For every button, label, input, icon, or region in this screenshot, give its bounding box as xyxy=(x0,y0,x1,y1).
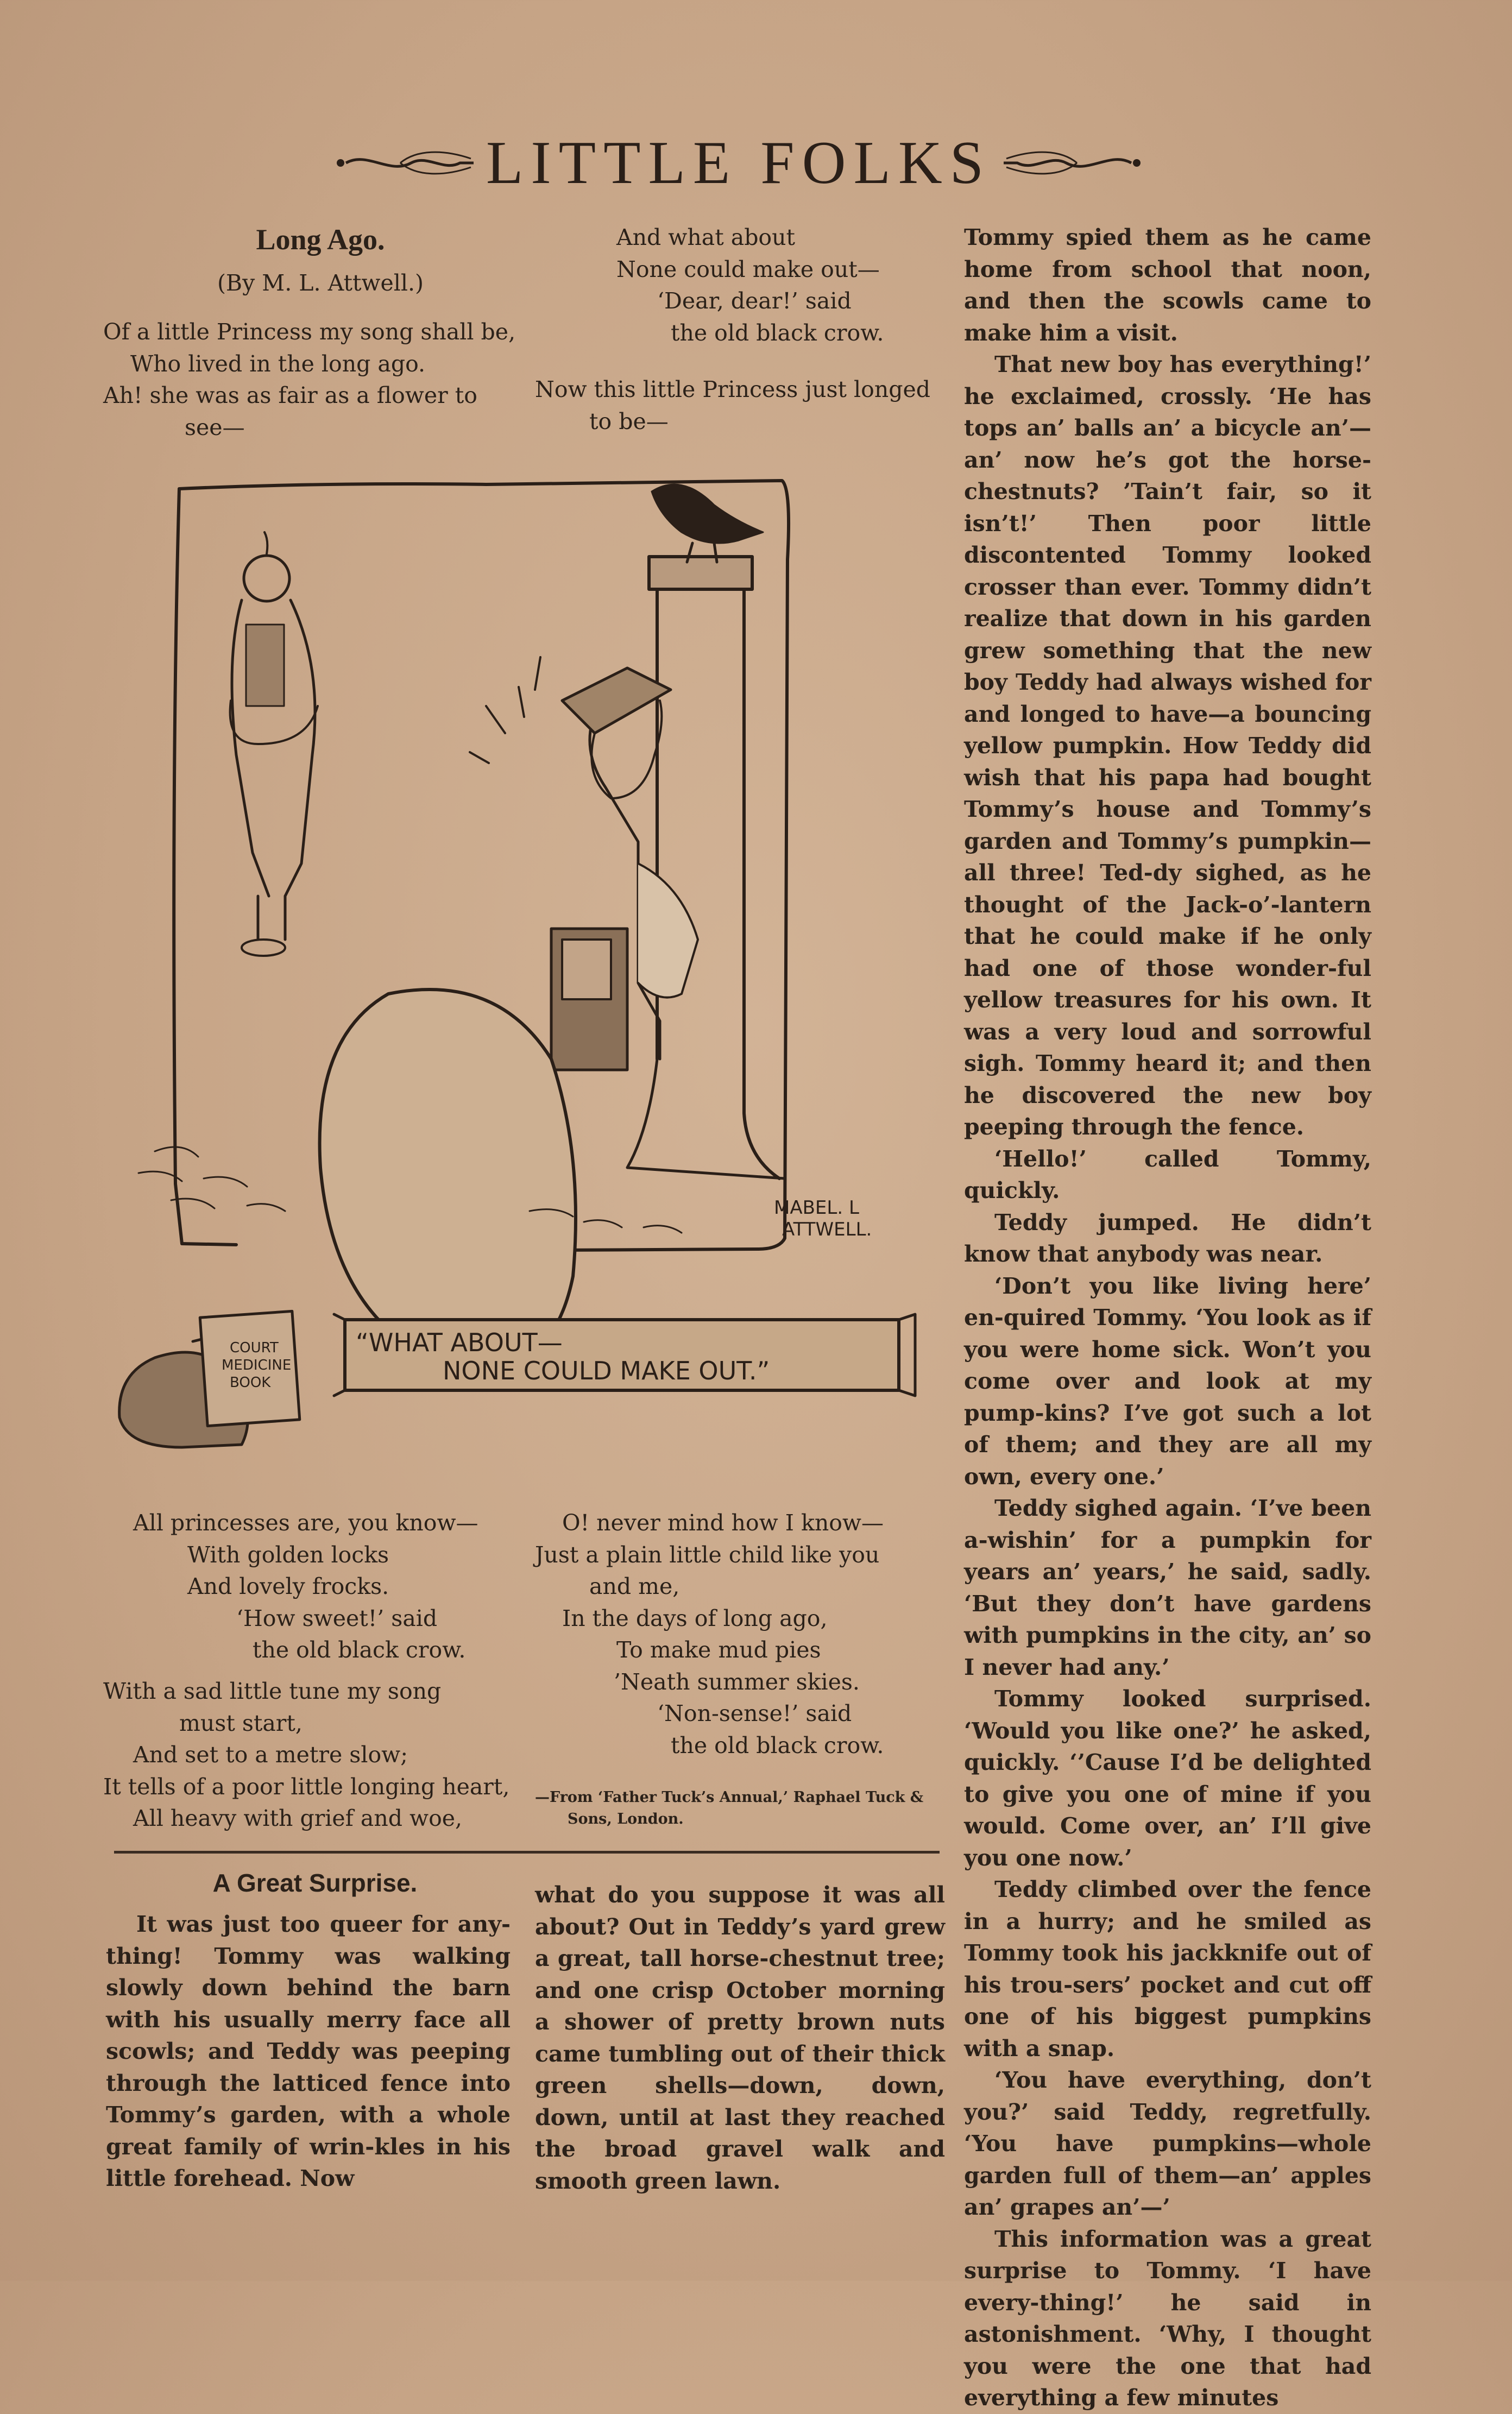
poem-stanza-right-top xyxy=(535,222,948,349)
story-paragraph: This information was a great surprise to Tommy. ‘I have every-thing!’ he said in astonishment. ‘Why, I thought you were the one that had everything a few minutes xyxy=(964,2226,1371,2411)
verse-line: In the days of long ago, xyxy=(562,1605,828,1631)
story-paragraph: That new boy has everything!’ he exclaimed, crossly. ‘He has tops an’ balls an’ a bicycle an’—an’ now he’s got the horse-chestnuts? ’Tain’t fair, so it isn’t!’ Then poor little discontented Tommy looked crosser than ever. Tommy didn’t realize that down in his garden grew something that the new boy Teddy had always wished for and longed to have—a bouncing yellow pumpkin. How Teddy did wish that his papa had bought Tommy’s house and Tommy’s garden and Tommy’s pumpkin—all three! Ted-dy sighed, as he thought of the Jack-o’-lantern that he could make if he only had one of those wonder-ful yellow treasures for his own. It was a very loud and sorrowful sigh. Tommy heard it; and then he discovered the new boy peeping through the fence. xyxy=(964,351,1371,1140)
verse-line: All heavy with grief and woe, xyxy=(133,1805,463,1831)
verse-line: ‘Dear, dear!’ said xyxy=(657,288,852,314)
story-paragraph: Teddy sighed again. ‘I’ve been a-wishin’ for a pumpkin for years an’ years,’ he said, sadly. ‘But they don’t have gardens with pumpkins in the city, an’ so I never had any.’ xyxy=(964,1495,1371,1680)
verse-line: Who lived in the long ago. xyxy=(130,350,426,377)
verse-line: All princesses are, you know— xyxy=(133,1510,478,1536)
verse-line: ‘How sweet!’ said xyxy=(236,1605,438,1631)
poem-stanza-3 xyxy=(133,1507,524,1666)
verse-line: Of a little Princess my song shall be, xyxy=(103,319,516,345)
banner-line: NONE COULD MAKE OUT.” xyxy=(443,1356,770,1385)
story-title: A Great Surprise. xyxy=(212,1869,418,1897)
left-flourish-icon xyxy=(335,147,476,179)
banner-line: “WHAT ABOUT— xyxy=(356,1328,563,1357)
book-label-line: BOOK xyxy=(230,1375,271,1391)
signature-line: ATTWELL. xyxy=(782,1219,872,1240)
illustration xyxy=(106,451,945,1455)
story-paragraph: Teddy jumped. He didn’t know that anybody was near. xyxy=(964,1209,1371,1267)
verse-line: And what about xyxy=(616,224,796,250)
story-paragraph: what do you suppose it was all about? Out in Teddy’s yard grew a great, tall horse-chestnut tree; and one crisp October morning a shower of pretty brown nuts came tumbling out of their thick green shells—down, down, down, until at last they reached the broad gravel walk and smooth green lawn. xyxy=(535,1882,945,2194)
section-divider xyxy=(114,1851,940,1854)
verse-line: must start, xyxy=(179,1710,303,1736)
story-column-1 xyxy=(106,1908,511,2195)
poem-stanza-1 xyxy=(103,316,532,443)
story-paragraph: ‘Don’t you like living here’ en-quired Tommy. ‘You look as if you were home sick. Won’t you come over and look at my pump-kins? I’ve got such a lot of them; and they are all my own, every one.’ xyxy=(964,1272,1371,1490)
verse-line: With golden locks xyxy=(187,1541,389,1568)
masthead xyxy=(261,130,1217,196)
story-column-3 xyxy=(964,222,1371,2414)
page-title: LITTLE FOLKS xyxy=(486,129,992,197)
verse-line: ‘Non-sense!’ said xyxy=(657,1700,852,1726)
verse-line: O! never mind how I know— xyxy=(562,1510,884,1536)
story-paragraph: Teddy climbed over the fence in a hurry; and he smiled as Tommy took his jackknife out of his trou-sers’ pocket and cut off one of his biggest pumpkins with a snap. xyxy=(964,1876,1371,2062)
verse-line: With a sad little tune my song xyxy=(103,1678,442,1704)
verse-line: and me, xyxy=(589,1573,680,1599)
story-column-2 xyxy=(535,1879,945,2197)
poem-title: Long Ago. xyxy=(256,223,385,256)
verse-line: And set to a metre slow; xyxy=(133,1742,408,1768)
right-flourish-icon xyxy=(1001,147,1142,179)
verse-line: Now this little Princess just longed xyxy=(535,376,931,402)
story-paragraph: It was just too queer for any-thing! Tommy was walking slowly down behind the barn with his usually merry face all scowls; and Teddy was peeping through the latticed fence into Tommy’s garden, with a whole great family of wrin-kles in his little forehead. Now xyxy=(106,1911,511,2191)
poem-stanza-2 xyxy=(535,374,948,437)
verse-line: ’Neath summer skies. xyxy=(614,1668,860,1695)
verse-line: Ah! she was as fair as a flower to xyxy=(103,382,477,408)
book-label-line: COURT xyxy=(230,1340,279,1356)
verse-line: To make mud pies xyxy=(616,1637,821,1663)
signature-line: MABEL. L xyxy=(774,1197,859,1219)
poem-credit xyxy=(535,1787,964,1830)
credit-line: —From ‘Father Tuck’s Annual,’ Raphael Tuck & xyxy=(535,1789,924,1806)
poem-stanza-4 xyxy=(103,1675,538,1835)
credit-line: Sons, London. xyxy=(568,1811,684,1827)
poem-byline: (By M. L. Attwell.) xyxy=(217,270,424,296)
verse-line: None could make out— xyxy=(616,256,880,282)
verse-line: Just a plain little child like you xyxy=(535,1541,880,1568)
story-paragraph: ‘Hello!’ called Tommy, quickly. xyxy=(964,1145,1371,1203)
verse-line: to be— xyxy=(589,408,669,434)
story-paragraph: Tommy spied them as he came home from school that noon, and then the scowls came to make him a visit. xyxy=(964,224,1371,346)
book-label-line: MEDICINE xyxy=(222,1357,292,1373)
verse-line: the old black crow. xyxy=(671,1732,884,1758)
story-paragraph: Tommy looked surprised. ‘Would you like one?’ he asked, quickly. ‘’Cause I’d be delighted to give you one of mine if you would. Come over, an’ I’ll give you one now.’ xyxy=(964,1686,1371,1871)
verse-line: see— xyxy=(185,414,245,440)
verse-line: the old black crow. xyxy=(253,1637,466,1663)
story-paragraph: ‘You have everything, don’t you?’ said Teddy, regretfully. ‘You have pumpkins—whole garden full of them—an’ apples an’ grapes an’—’ xyxy=(964,2067,1371,2220)
verse-line: And lovely frocks. xyxy=(187,1573,389,1599)
poem-stanza-5 xyxy=(535,1507,948,1761)
verse-line: the old black crow. xyxy=(671,319,884,346)
verse-line: It tells of a poor little longing heart, xyxy=(103,1773,510,1800)
